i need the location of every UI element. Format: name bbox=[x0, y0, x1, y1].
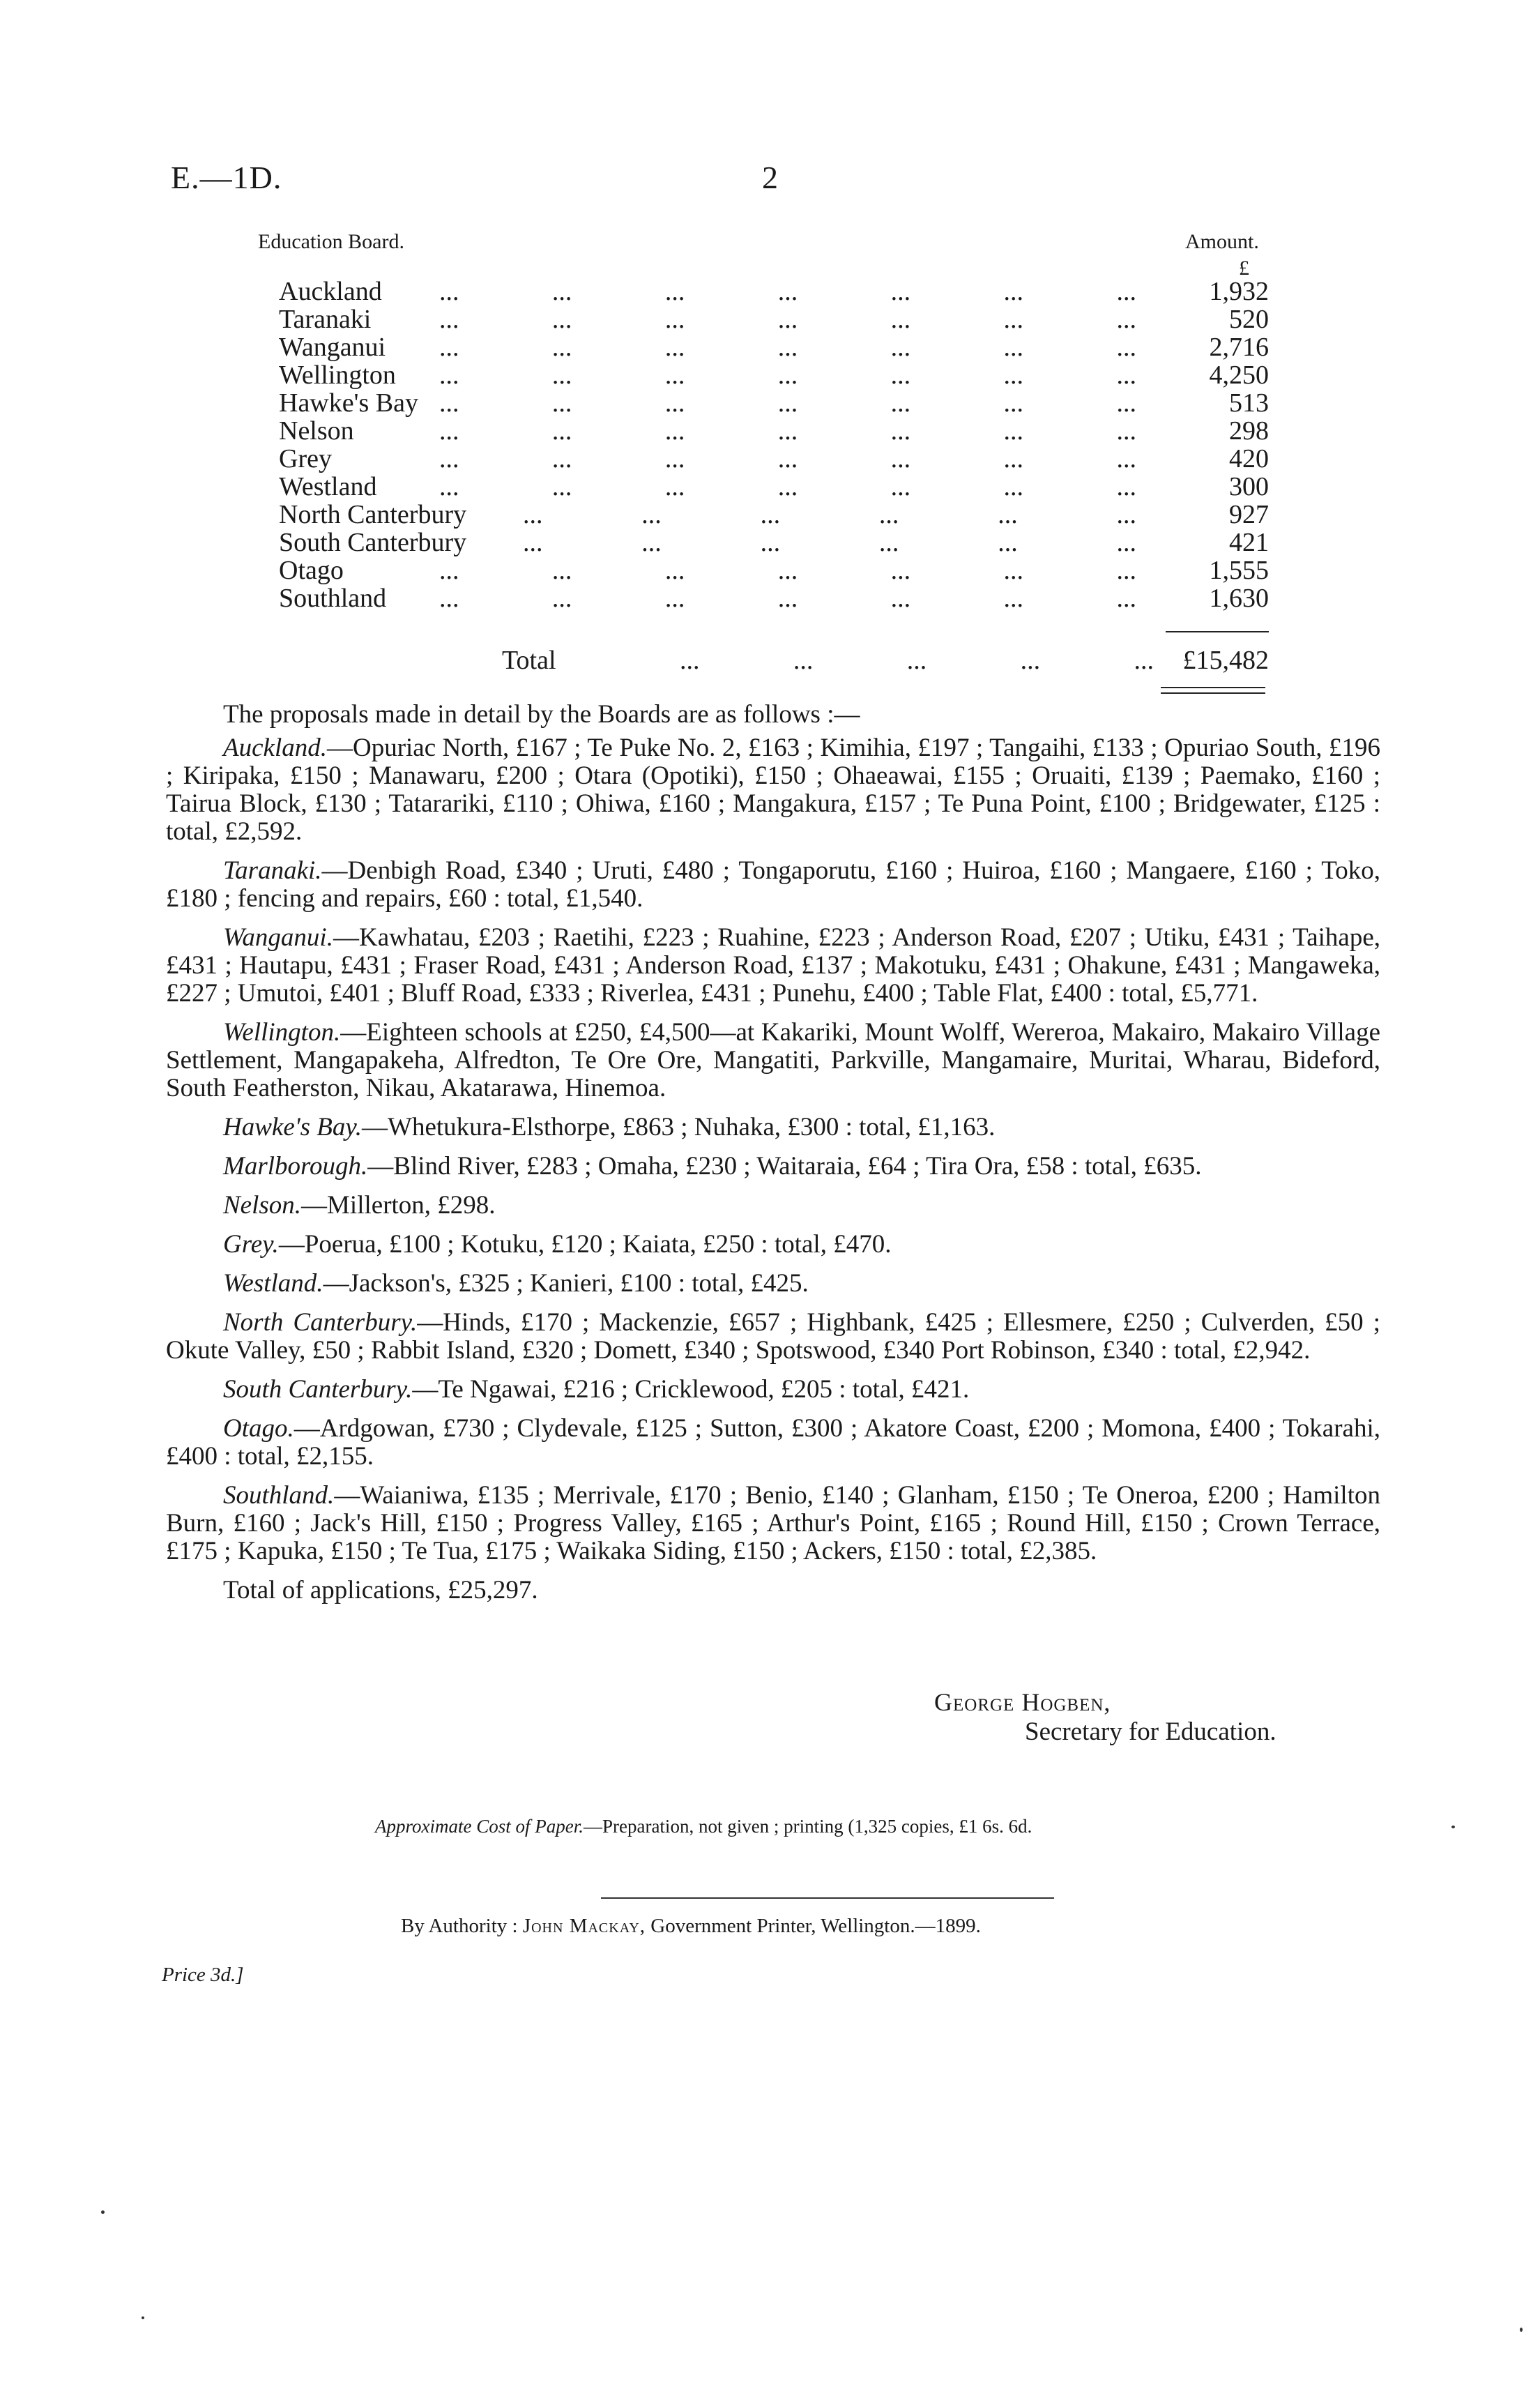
proposal-paragraph bbox=[166, 1415, 1380, 1471]
proposal-paragraph bbox=[166, 1153, 1380, 1181]
proposal-text: —Poerua, £100 ; Kotuku, £120 ; Kaiata, £250 : total, £470. bbox=[278, 1230, 892, 1259]
proposal-paragraph bbox=[166, 1309, 1380, 1365]
total-leader-dots: ... ... ... ... ... bbox=[680, 646, 1154, 675]
board-name: Hawke's Bay bbox=[279, 388, 418, 418]
board-amount: 300 bbox=[1229, 472, 1269, 501]
proposal-text: —Waianiwa, £135 ; Merrivale, £170 ; Benio, £140 ; Glanham, £150 ; Te Oneroa, £200 ; Hamilton Burn, £160 ; Jack's Hill, £150 ; Progress Valley, £165 ; Arthur's Point, £165 ; Round Hill, £150 ; Crown Terrace, £175 ; Kapuka, £150 ; Te Tua, £175 ; Waikaka Siding, £150 ; Ackers, £150 : total, £2,385. bbox=[166, 1481, 1380, 1565]
page-number: 2 bbox=[762, 160, 778, 195]
board-name: South Canterbury bbox=[279, 528, 467, 557]
footer-rule bbox=[601, 1897, 1054, 1899]
proposal-board: Grey. bbox=[223, 1230, 279, 1259]
board-amount: 2,716 bbox=[1209, 333, 1269, 362]
table-row: Wanganui ... ... ... ... ... ... ... 2,716 bbox=[279, 333, 1269, 362]
proposal-paragraph bbox=[166, 1192, 1380, 1220]
proposal-paragraph bbox=[166, 924, 1380, 1008]
table-row: Nelson ... ... ... ... ... ... ... 298 bbox=[279, 416, 1269, 446]
table-row: Westland ... ... ... ... ... ... ... 300 bbox=[279, 472, 1269, 501]
cost-label: Approximate Cost of Paper. bbox=[375, 1816, 584, 1837]
board-name: North Canterbury bbox=[279, 500, 467, 529]
proposals-intro: The proposals made in detail by the Boards are as follows :— bbox=[223, 700, 860, 729]
column-header-amount: Amount. bbox=[1185, 230, 1259, 253]
board-name: Nelson bbox=[279, 416, 354, 446]
board-name: Westland bbox=[279, 472, 377, 501]
table-row: Wellington ... ... ... ... ... ... ... 4,250 bbox=[279, 361, 1269, 390]
total-label: Total bbox=[502, 646, 556, 675]
proposal-board: South Canterbury. bbox=[223, 1375, 413, 1404]
column-header-board: Education Board. bbox=[258, 230, 404, 253]
proposals-body bbox=[166, 701, 1380, 1616]
signatory-name: George Hogben, bbox=[934, 1688, 1111, 1716]
proposal-text: —Denbigh Road, £340 ; Uruti, £480 ; Tongaporutu, £160 ; Huiroa, £160 ; Mangaere, £160 ; Toko, £180 ; fencing and repairs, £60 : total, £1,540. bbox=[166, 856, 1380, 913]
proposal-paragraph bbox=[166, 1270, 1380, 1298]
proposal-text: —Millerton, £298. bbox=[301, 1191, 496, 1220]
proposal-paragraph bbox=[166, 1231, 1380, 1259]
print-speck bbox=[1451, 1826, 1455, 1828]
proposal-paragraph bbox=[166, 857, 1380, 913]
proposal-board: Wanganui. bbox=[223, 923, 333, 952]
board-name: Taranaki bbox=[279, 305, 372, 334]
board-amount: 1,932 bbox=[1209, 277, 1269, 306]
total-amount: £15,482 bbox=[1182, 646, 1269, 675]
proposal-text: —Blind River, £283 ; Omaha, £230 ; Waitaraia, £64 ; Tira Ora, £58 : total, £635. bbox=[367, 1152, 1202, 1181]
authority-prefix: By Authority : bbox=[401, 1915, 518, 1937]
authority-suffix: Government Printer, Wellington.—1899. bbox=[650, 1915, 981, 1937]
proposal-text: —Whetukura-Elsthorpe, £863 ; Nuhaka, £300 : total, £1,163. bbox=[362, 1113, 996, 1141]
signatory-title: Secretary for Education. bbox=[1025, 1717, 1276, 1746]
proposal-board: Hawke's Bay. bbox=[223, 1113, 363, 1141]
proposal-board: Marlborough. bbox=[223, 1152, 368, 1181]
proposal-text: —Te Ngawai, £216 ; Cricklewood, £205 : total, £421. bbox=[412, 1375, 970, 1404]
proposal-board: Wellington. bbox=[223, 1018, 341, 1047]
board-amount: 420 bbox=[1229, 444, 1269, 473]
table-row: South Canterbury ... ... ... ... ... ... 421 bbox=[279, 528, 1269, 557]
currency-symbol: £ bbox=[1239, 257, 1249, 280]
board-amount: 520 bbox=[1229, 305, 1269, 334]
board-name: Grey bbox=[279, 444, 332, 473]
board-amount: 421 bbox=[1229, 528, 1269, 557]
board-name: Southland bbox=[279, 584, 387, 613]
proposal-board: Otago. bbox=[223, 1414, 294, 1443]
document-reference: E.—1D. bbox=[171, 160, 282, 195]
proposal-text: —Ardgowan, £730 ; Clydevale, £125 ; Sutton, £300 ; Akatore Coast, £200 ; Momona, £400 ; Tokarahi, £400 : total, £2,155. bbox=[166, 1414, 1380, 1471]
print-speck bbox=[142, 2316, 144, 2319]
board-name: Wanganui bbox=[279, 333, 386, 362]
proposal-board: Southland. bbox=[223, 1481, 335, 1510]
proposal-paragraph bbox=[166, 734, 1380, 846]
amounts-table bbox=[279, 278, 1269, 612]
proposal-board: Taranaki. bbox=[223, 856, 322, 885]
board-amount: 1,630 bbox=[1209, 584, 1269, 613]
total-double-rule bbox=[1161, 687, 1265, 694]
proposal-paragraph bbox=[166, 1482, 1380, 1565]
proposal-board: Westland. bbox=[223, 1269, 323, 1298]
cost-text: —Preparation, not given ; printing (1,325 copies, £1 6s. 6d. bbox=[583, 1816, 1032, 1837]
authority-line bbox=[401, 1915, 981, 1938]
proposal-board: Nelson. bbox=[223, 1191, 302, 1220]
price: Price 3d.] bbox=[162, 1964, 244, 1986]
proposal-paragraph bbox=[166, 1114, 1380, 1141]
print-speck bbox=[101, 2210, 105, 2214]
total-applications: Total of applications, £25,297. bbox=[223, 1576, 538, 1604]
board-amount: 513 bbox=[1229, 388, 1269, 418]
board-name: Otago bbox=[279, 556, 344, 585]
proposal-paragraph bbox=[166, 1376, 1380, 1404]
table-row: Hawke's Bay ... ... ... ... ... ... ... 513 bbox=[279, 388, 1269, 418]
board-amount: 298 bbox=[1229, 416, 1269, 446]
proposal-text: —Hinds, £170 ; Mackenzie, £657 ; Highbank, £425 ; Ellesmere, £250 ; Culverden, £50 ; Okute Valley, £50 ; Rabbit Island, £320 ; Domett, £340 ; Spotswood, £340 Port Robinson, £340 : total, £2,942. bbox=[166, 1308, 1380, 1365]
board-amount: 4,250 bbox=[1209, 361, 1269, 390]
table-row: Otago ... ... ... ... ... ... ... 1,555 bbox=[279, 556, 1269, 585]
proposal-text: —Opuriac North, £167 ; Te Puke No. 2, £163 ; Kimihia, £197 ; Tangaihi, £133 ; Opuriao South, £196 ; Kiripaka, £150 ; Manawaru, £200 ; Otara (Opotiki), £150 ; Ohaeawai, £155 ; Oruaiti, £139 ; Paemako, £160 ; Tairua Block, £130 ; Tatarariki, £110 ; Ohiwa, £160 ; Mangakura, £157 ; Te Puna Point, £100 ; Bridgewater, £125 : total, £2,592. bbox=[166, 734, 1380, 846]
board-name: Wellington bbox=[279, 361, 396, 390]
proposal-board: North Canterbury. bbox=[223, 1308, 418, 1337]
board-name: Auckland bbox=[279, 277, 382, 306]
board-amount: 927 bbox=[1229, 500, 1269, 529]
board-amount: 1,555 bbox=[1209, 556, 1269, 585]
cost-of-paper-note bbox=[375, 1816, 1032, 1837]
table-row: North Canterbury ... ... ... ... ... ... 927 bbox=[279, 500, 1269, 529]
table-row: Grey ... ... ... ... ... ... ... 420 bbox=[279, 444, 1269, 473]
total-rule bbox=[1166, 631, 1269, 632]
print-speck bbox=[1520, 2328, 1523, 2332]
proposal-text: —Jackson's, £325 ; Kanieri, £100 : total, £425. bbox=[323, 1269, 809, 1298]
proposal-paragraph bbox=[166, 1019, 1380, 1102]
proposal-text: —Eighteen schools at £250, £4,500—at Kakariki, Mount Wolff, Wereroa, Makairo, Makairo Village Settlement, Mangapakeha, Alfredton, Te Ore Ore, Mangatiti, Parkville, Mangamaire, Muritai, Wharau, Bideford, South Featherston, Nikau, Akatarawa, Hinemoa. bbox=[166, 1018, 1380, 1102]
table-row: Taranaki ... ... ... ... ... ... ... 520 bbox=[279, 305, 1269, 334]
table-row: Auckland ... ... ... ... ... ... ... 1,932 bbox=[279, 277, 1269, 306]
proposal-board: Auckland. bbox=[223, 734, 327, 762]
proposal-text: —Kawhatau, £203 ; Raetihi, £223 ; Ruahine, £223 ; Anderson Road, £207 ; Utiku, £431 ; Taihape, £431 ; Hautapu, £431 ; Fraser Road, £431 ; Anderson Road, £137 ; Makotuku, £431 ; Ohakune, £431 ; Mangaweka, £227 ; Umutoi, £401 ; Bluff Road, £333 ; Riverlea, £431 ; Punehu, £400 ; Table Flat, £400 : total, £5,771. bbox=[166, 923, 1380, 1008]
table-row: Southland ... ... ... ... ... ... ... 1,630 bbox=[279, 584, 1269, 613]
printer-name: John Mackay, bbox=[522, 1915, 646, 1937]
